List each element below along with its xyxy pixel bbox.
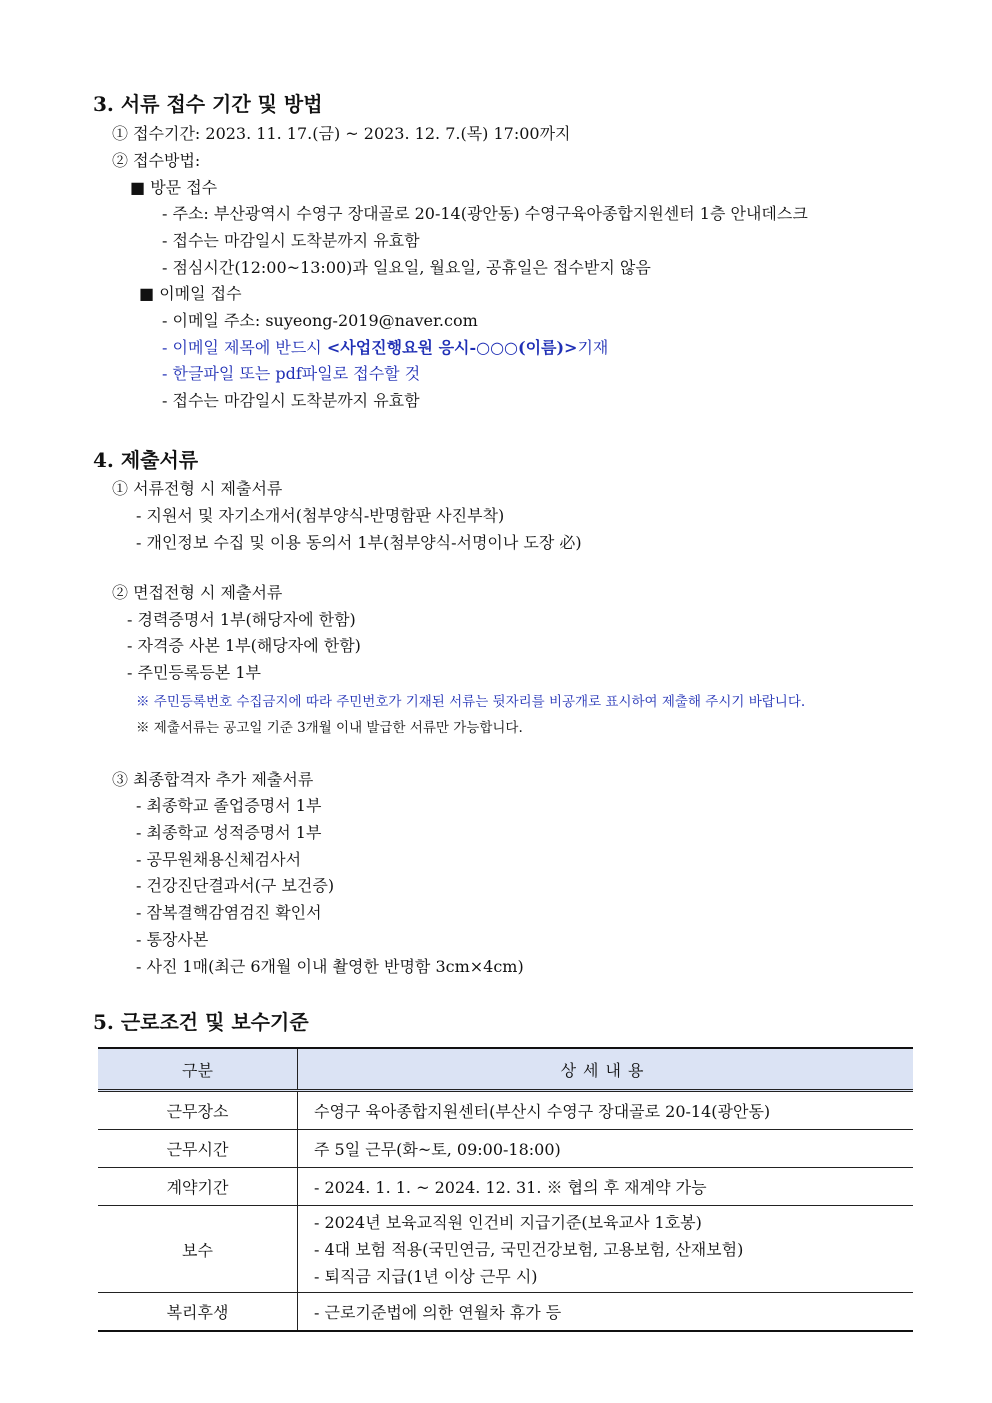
table-row <box>98 1206 913 1293</box>
pay-line: - 퇴직금 지급(1년 이상 근무 시) <box>314 1266 538 1286</box>
visit-lunch-note: - 점심시간(12:00~13:00)과 일요일, 월요일, 공휴일은 접수받지 않음 <box>162 258 651 277</box>
row-label: 근무시간 <box>98 1130 298 1168</box>
doc-item: - 경력증명서 1부(해당자에 한함) <box>127 610 356 629</box>
row-value: 주 5일 근무(화~토, 09:00-18:00) <box>298 1130 914 1168</box>
work-conditions-table <box>98 1047 913 1332</box>
doc-item: - 최종학교 졸업증명서 1부 <box>136 796 322 815</box>
email-deadline: - 접수는 마감일시 도착분까지 유효함 <box>162 391 420 410</box>
email-subject-format: <사업진행요원 응시-○○○(이름)> <box>326 338 578 357</box>
section-3-title: 3. 서류 접수 기간 및 방법 <box>93 92 323 116</box>
submission-period: ① 접수기간: 2023. 11. 17.(금) ~ 2023. 12. 7.(목) 17:00까지 <box>112 124 571 143</box>
doc-group-3-title: ③ 최종합격자 추가 제출서류 <box>112 770 314 789</box>
doc-group-2-title: ② 면접전형 시 제출서류 <box>112 583 283 602</box>
row-label: 계약기간 <box>98 1168 298 1206</box>
visit-submission-title: ■ 방문 접수 <box>130 178 218 197</box>
section-4-title: 4. 제출서류 <box>93 448 199 472</box>
email-address: - 이메일 주소: suyeong-2019@naver.com <box>162 311 478 330</box>
pay-line: - 4대 보험 적용(국민연금, 국민건강보험, 고용보험, 산재보험) <box>314 1239 744 1259</box>
email-submission-title: ■ 이메일 접수 <box>139 284 242 303</box>
resident-number-note: ※ 주민등록번호 수집금지에 따라 주민번호가 기재된 서류는 뒷자리를 비공개로 표시하여 제출해 주시기 바랍니다. <box>136 694 806 710</box>
doc-item: - 건강진단결과서(구 보건증) <box>136 876 335 895</box>
doc-item: - 자격증 사본 1부(해당자에 한함) <box>127 636 361 655</box>
email-file-format: - 한글파일 또는 pdf파일로 접수할 것 <box>162 364 421 383</box>
email-subject-post: 기재 <box>577 338 609 357</box>
issue-date-note: ※ 제출서류는 공고일 기준 3개월 이내 발급한 서류만 가능합니다. <box>136 720 523 736</box>
submission-method-label: ② 접수방법: <box>112 151 201 170</box>
row-label: 복리후생 <box>98 1293 298 1332</box>
doc-item: - 통장사본 <box>136 930 209 949</box>
email-subject-pre: - 이메일 제목에 반드시 <box>162 338 327 357</box>
table-header-row <box>98 1048 913 1091</box>
table-row <box>98 1168 913 1206</box>
header-category: 구분 <box>98 1048 298 1091</box>
row-value <box>298 1206 914 1293</box>
table-row <box>98 1130 913 1168</box>
pay-line: - 2024년 보육교직원 인건비 지급기준(보육교사 1호봉) <box>314 1212 702 1232</box>
visit-address: - 주소: 부산광역시 수영구 장대골로 20-14(광안동) 수영구육아종합지원센터 1층 안내데스크 <box>162 204 808 223</box>
visit-deadline: - 접수는 마감일시 도착분까지 유효함 <box>162 231 420 250</box>
row-value: - 근로기준법에 의한 연월차 휴가 등 <box>298 1293 914 1332</box>
header-details: 상세내용 <box>298 1048 914 1091</box>
doc-item: - 최종학교 성적증명서 1부 <box>136 823 322 842</box>
doc-item: - 개인정보 수집 및 이용 동의서 1부(첨부양식-서명이나 도장 必) <box>136 533 582 552</box>
table-row <box>98 1091 913 1130</box>
doc-item: - 공무원채용신체검사서 <box>136 850 302 869</box>
row-value: 수영구 육아종합지원센터(부산시 수영구 장대골로 20-14(광안동) <box>298 1091 914 1130</box>
doc-item: - 사진 1매(최근 6개월 이내 촬영한 반명함 3cm×4cm) <box>136 957 524 976</box>
doc-item: - 지원서 및 자기소개서(첨부양식-반명함판 사진부착) <box>136 506 505 525</box>
section-5-title: 5. 근로조건 및 보수기준 <box>93 1010 309 1034</box>
row-label: 보수 <box>98 1206 298 1293</box>
doc-item: - 주민등록등본 1부 <box>127 663 261 682</box>
doc-group-1-title: ① 서류전형 시 제출서류 <box>112 479 283 498</box>
table-row <box>98 1293 913 1332</box>
row-label: 근무장소 <box>98 1091 298 1130</box>
email-subject-rule <box>162 338 608 358</box>
row-value: - 2024. 1. 1. ~ 2024. 12. 31. ※ 협의 후 재계약 가능 <box>298 1168 914 1206</box>
doc-item: - 잠복결핵감염검진 확인서 <box>136 903 322 922</box>
